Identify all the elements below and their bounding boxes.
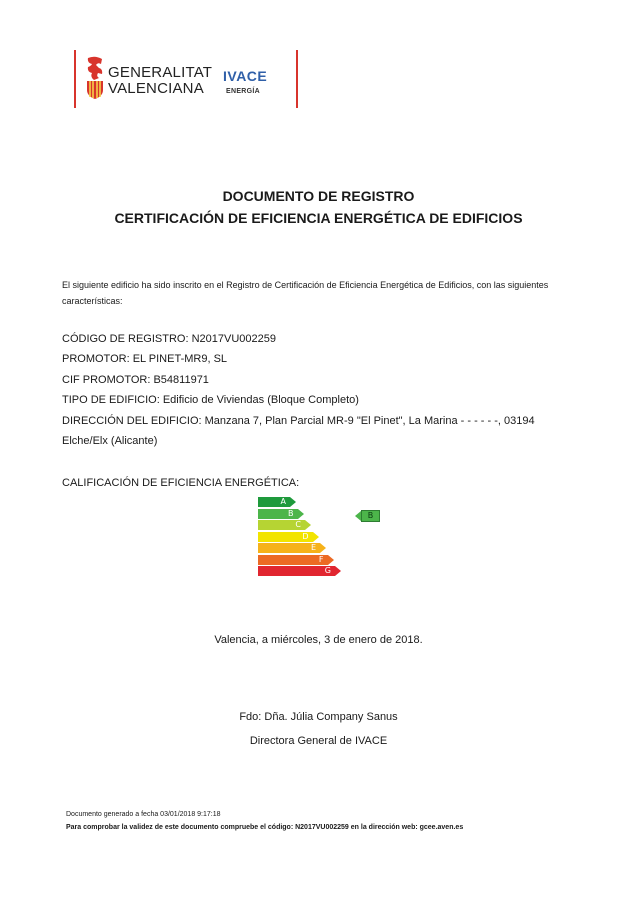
rating-bar-label: D	[302, 531, 309, 541]
selected-rating-letter: B	[367, 511, 374, 520]
ivace-subtitle: ENERGÍA	[226, 88, 260, 95]
rating-bar-label: A	[280, 497, 286, 506]
selected-rating-box	[361, 510, 380, 522]
rating-bar-f	[258, 555, 328, 565]
rating-bar-label: B	[288, 508, 294, 518]
rating-bar-tip	[335, 566, 341, 576]
org-name-line1: GENERALITAT	[108, 64, 213, 81]
selected-rating-marker	[355, 510, 379, 521]
signatory-role: Directora General de IVACE	[249, 735, 388, 747]
verification-note: Para comprobar la validez de este documento compruebe el código: N2017VU002259 en la dirección web: gcee.aven.es	[66, 824, 464, 831]
rating-bar-label: G	[324, 566, 331, 575]
org-name-line2: VALENCIANA	[108, 80, 204, 97]
header-divider-right	[296, 50, 298, 108]
header-divider-left	[74, 50, 76, 108]
rating-bar-label: E	[310, 543, 316, 552]
registry-code: CÓDIGO DE REGISTRO: N2017VU002259	[62, 333, 276, 345]
signatory-name: Fdo: Dña. Júlia Company Sanus	[239, 711, 398, 723]
promoter: PROMOTOR: EL PINET-MR9, SL	[62, 353, 228, 365]
org-name	[108, 65, 212, 97]
issue-date: Valencia, a miércoles, 3 de enero de 2018.	[214, 634, 423, 646]
rating-bar-a	[258, 497, 290, 507]
rating-bar-b	[258, 509, 298, 519]
rating-bar-label: F	[318, 554, 324, 564]
building-address-line1: DIRECCIÓN DEL EDIFICIO: Manzana 7, Plan Parcial MR-9 "El Pinet", La Marina - - - - - -, 03194	[62, 415, 535, 427]
document-title: DOCUMENTO DE REGISTRO	[222, 188, 415, 204]
ivace-logo: IVACE	[223, 68, 268, 84]
rating-bar-c	[258, 520, 305, 530]
intro-paragraph: El siguiente edificio ha sido inscrito en el Registro de Certificación de Eficiencia Energética de Edificios, con las siguientes características:	[62, 280, 549, 306]
rating-bar-tip	[290, 497, 296, 507]
rating-label: CALIFICACIÓN DE EFICIENCIA ENERGÉTICA:	[62, 477, 300, 489]
rating-bar-tip	[320, 543, 326, 553]
building-address-line2: Elche/Elx (Alicante)	[62, 435, 158, 447]
generalitat-crest-icon	[84, 56, 106, 100]
rating-bar-tip	[298, 509, 304, 519]
generated-timestamp: Documento generado a fecha 03/01/2018 9:17:18	[66, 811, 221, 818]
rating-bar-label: C	[295, 520, 301, 529]
rating-bar-tip	[313, 532, 319, 542]
rating-bar-d	[258, 532, 313, 542]
document-subtitle: CERTIFICACIÓN DE EFICIENCIA ENERGÉTICA DE EDIFICIOS	[114, 210, 523, 226]
rating-bar-e	[258, 543, 320, 553]
rating-bar-tip	[328, 555, 334, 565]
promoter-cif: CIF PROMOTOR: B54811971	[62, 374, 209, 386]
rating-bar-g	[258, 566, 335, 576]
building-type: TIPO DE EDIFICIO: Edificio de Viviendas (Bloque Completo)	[62, 394, 359, 406]
rating-bar-tip	[305, 520, 311, 530]
